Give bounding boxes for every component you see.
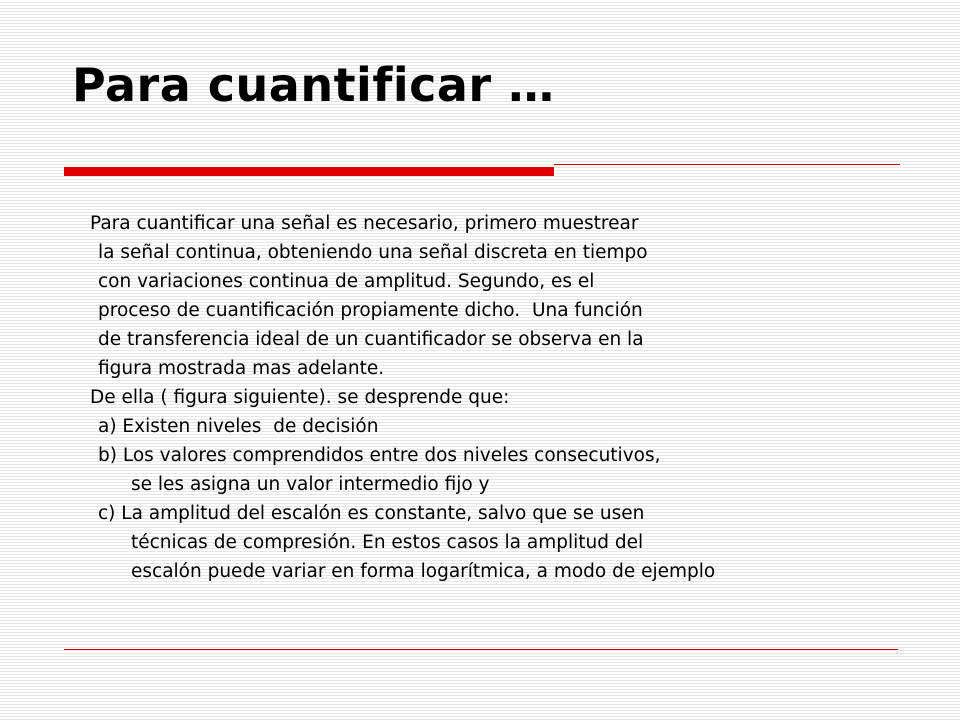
footer-divider-line — [64, 649, 898, 650]
list-item-b: b) Los valores comprendidos entre dos niveles consecutivos, — [98, 445, 661, 466]
body-line: De ella ( figura siguiente). se desprende que: — [90, 387, 510, 408]
list-item-a: a) Existen niveles de decisión — [98, 416, 379, 437]
body-line: la señal continua, obteniendo una señal discreta en tiempo — [98, 242, 648, 263]
list-item-c-continuation: técnicas de compresión. En estos casos la amplitud del — [131, 532, 644, 553]
body-line: proceso de cuantificación propiamente dicho. Una función — [98, 300, 643, 321]
title-divider-line — [554, 164, 900, 165]
list-item-b-continuation: se les asigna un valor intermedio fijo y — [131, 474, 490, 495]
body-line: Para cuantificar una señal es necesario, primero muestrear — [90, 213, 639, 234]
list-item-c: c) La amplitud del escalón es constante, salvo que se usen — [98, 503, 645, 524]
list-item-c-continuation: escalón puede variar en forma logarítmica, a modo de ejemplo — [131, 561, 716, 582]
body-line: de transferencia ideal de un cuantificador se observa en la — [98, 329, 644, 350]
title-accent-bar — [64, 167, 554, 176]
slide-title: Para cuantificar … — [72, 58, 555, 112]
body-line: con variaciones continua de amplitud. Segundo, es el — [98, 271, 595, 292]
body-line: figura mostrada mas adelante. — [98, 358, 385, 379]
